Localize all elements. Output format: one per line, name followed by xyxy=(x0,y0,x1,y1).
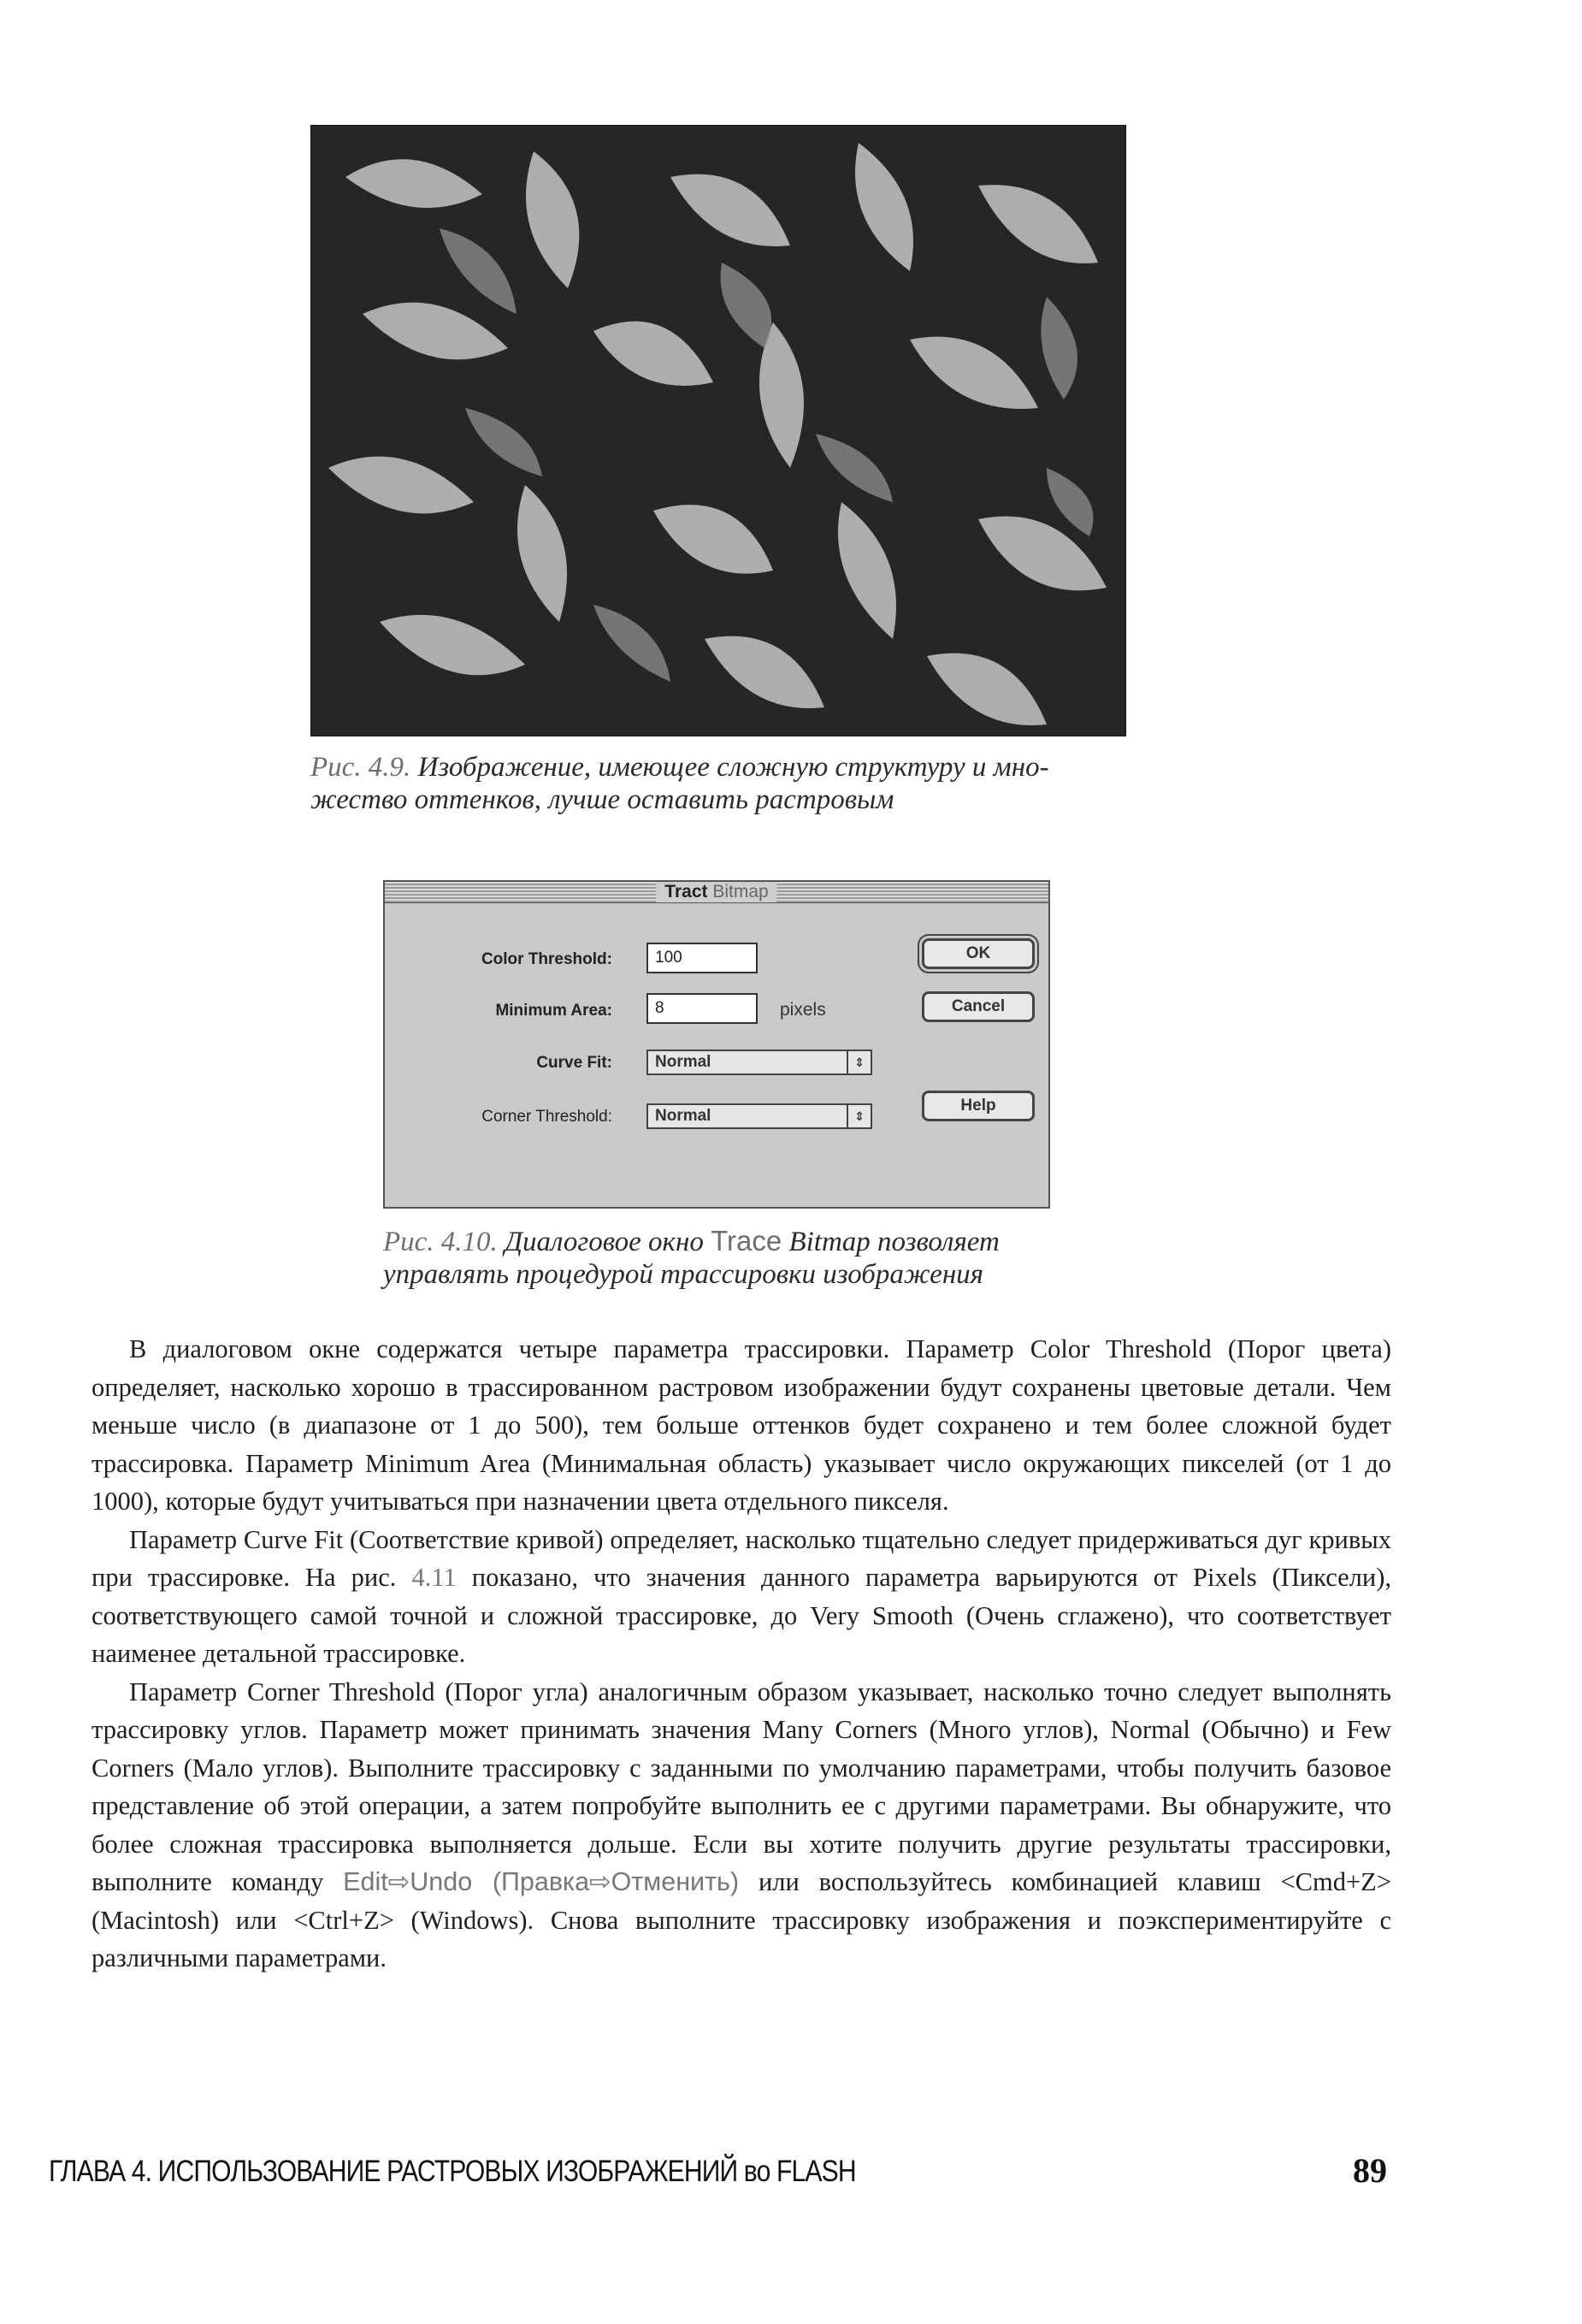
corner-threshold-label: Corner Threshold: xyxy=(481,1108,612,1126)
color-threshold-input[interactable]: 100 xyxy=(646,943,758,973)
help-button[interactable]: Help xyxy=(922,1091,1035,1121)
curve-fit-label: Curve Fit: xyxy=(536,1054,612,1072)
color-threshold-label: Color Threshold: xyxy=(481,950,612,968)
figure-4-9-caption xyxy=(310,751,1166,816)
corner-threshold-select[interactable] xyxy=(646,1103,872,1129)
dialog-titlebar[interactable] xyxy=(385,882,1048,903)
minimum-area-label: Minimum Area: xyxy=(495,1002,612,1020)
paragraph-1: В диалоговом окне содержатся четыре параметра трассировки. Параметр Color Threshold (Порог цвета) определяет, насколько хорошо в трассированном растровом изображении будут сохранены цветовые детали. Чем меньше число (в диапазоне от 1 до 500), тем больше оттенков будет сохранено и тем более сложной будет трассировка. Параметр Minimum Area (Минимальная область) указывает число окружающих пикселей (от 1 до 1000), которые будут учитываться при назначении цвета отдельного пикселя. xyxy=(91,1334,1391,1516)
pixels-unit-label: pixels xyxy=(780,1000,826,1020)
running-footer-chapter: ГЛАВА 4. ИСПОЛЬЗОВАНИЕ РАСТРОВЫХ ИЗОБРАЖЕНИЙ во FLASH xyxy=(49,2155,856,2188)
cancel-button[interactable]: Cancel xyxy=(922,991,1035,1022)
curve-fit-value: Normal xyxy=(655,1053,711,1071)
paragraph-2: Параметр Curve Fit (Соответствие кривой) определяет, насколько тщательно следует придерживаться дуг кривых при трассировке. На рис. 4.11 показано, что значения данного параметра варьируются от Pixels (Пиксели), соответствующего самой точной и сложной трассировке, до Very Smooth (Очень сглажено), что соответствует наименее детальной трассировке. xyxy=(91,1524,1392,1668)
figure-4-10-caption: Рис. 4.10. Диалоговое окно Trace Bitmap позволяет управлять процедурой трассировки изображения xyxy=(383,1225,1000,1290)
select-arrows-icon: ⇕ xyxy=(847,1105,871,1127)
caption-line-1: Изображение, имеющее сложную структуру и мно- xyxy=(417,752,1049,783)
caption-line-2: жество оттенков, лучше оставить растровым xyxy=(310,784,894,815)
corner-threshold-value: Normal xyxy=(655,1107,711,1125)
select-arrows-icon: ⇕ xyxy=(847,1051,871,1073)
leaves-illustration xyxy=(311,126,1125,736)
curve-fit-select[interactable] xyxy=(646,1050,872,1075)
paragraph-3: Параметр Corner Threshold (Порог угла) аналогичным образом указывает, насколько точно следует выполнять трассировку углов. Параметр может принимать значения Many Corners (Много углов), Normal (Обычно) и Few Corners (Мало углов). Выполните трассировку с заданными по умолчанию параметрами, чтобы получить базовое представление об этой операции, а затем попробуйте выполнить ее с другими параметрами. Вы обнаружите, что более сложная трассировка выполняется дольше. Если вы хотите получить другие результаты трассировки, выполните команду Edit⇨Undo (Правка⇨Отменить) или воспользуйтесь комбинацией клавиш <Cmd+Z> (Macintosh) или <Ctrl+Z> (Windows). Снова выполните трассировку изображения и поэкспериментируйте с различными параметрами. xyxy=(91,1676,1392,1972)
minimum-area-input[interactable]: 8 xyxy=(646,993,758,1024)
leaves-photo xyxy=(310,125,1126,736)
caption-number: Рис. 4.9. xyxy=(310,752,411,783)
dialog-title: Tract Bitmap xyxy=(656,882,776,902)
body-text xyxy=(91,1330,1391,1978)
trace-bitmap-dialog xyxy=(383,880,1050,1209)
page-number: 89 xyxy=(1353,2151,1387,2190)
ok-button[interactable]: OK xyxy=(922,938,1035,969)
